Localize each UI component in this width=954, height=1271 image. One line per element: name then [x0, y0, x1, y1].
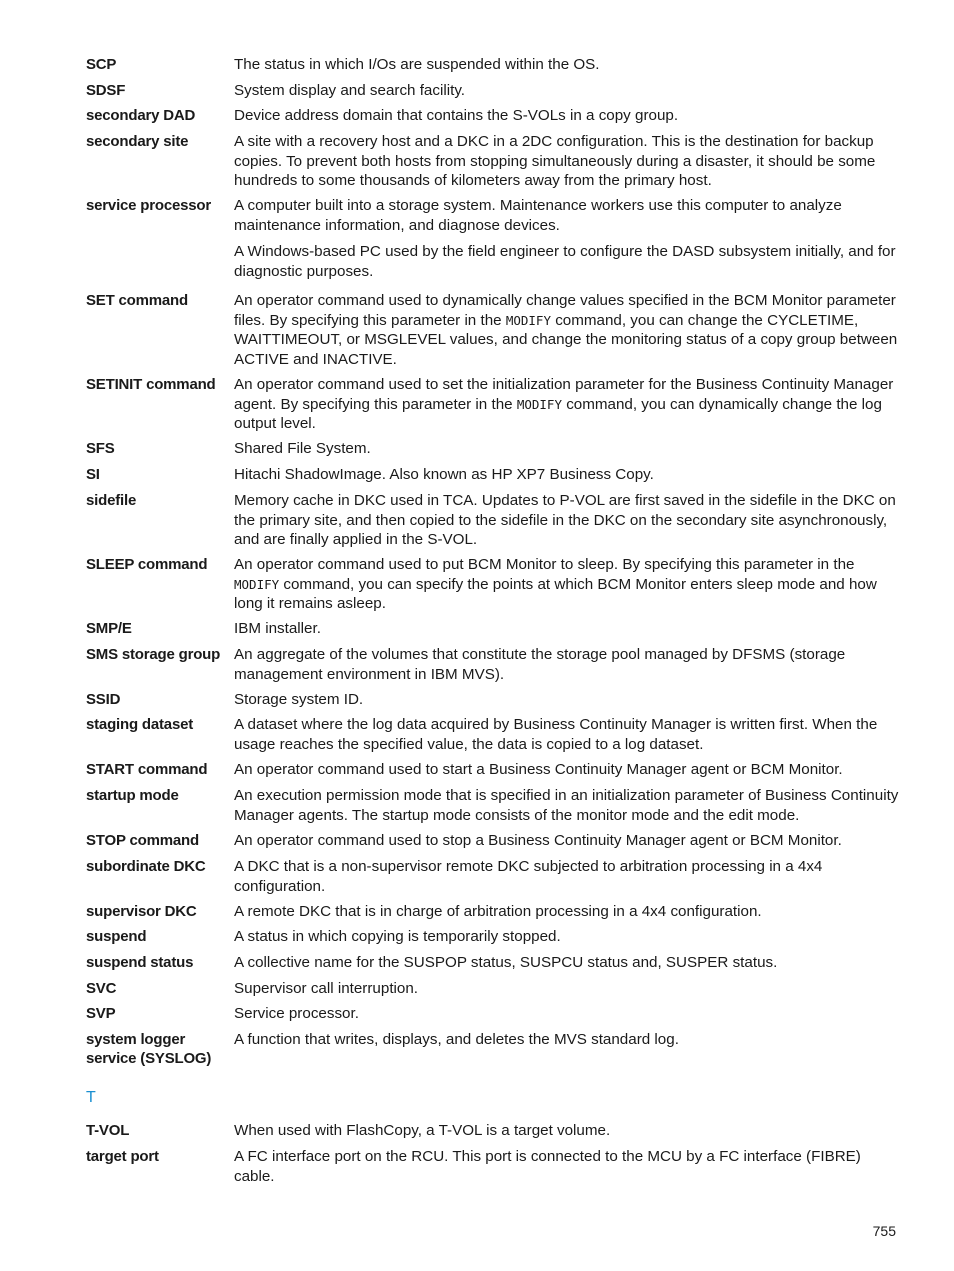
definition-paragraph	[234, 927, 900, 947]
definition-text: Hitachi ShadowImage. Also known as HP XP7 Business Copy.	[234, 466, 654, 483]
glossary-term: sidefile	[86, 492, 137, 509]
glossary-term: target port	[86, 1148, 159, 1165]
definition-paragraph	[234, 857, 900, 896]
glossary-definition	[234, 786, 900, 832]
definition-paragraph	[234, 106, 900, 126]
glossary-definition	[234, 831, 900, 858]
glossary-term: subordinate DKC	[86, 858, 206, 875]
definition-paragraph	[234, 715, 900, 754]
definition-text: An operator command used to stop a Business Continuity Manager agent or BCM Monitor.	[234, 832, 842, 849]
definition-paragraph	[234, 1121, 900, 1141]
glossary-definition	[234, 690, 900, 717]
definition-text: Storage system ID.	[234, 691, 364, 708]
definition-text: System display and search facility.	[234, 82, 466, 99]
definition-text: A remote DKC that is in charge of arbitration processing in a 4x4 configuration.	[234, 903, 762, 920]
glossary-term: SLEEP command	[86, 556, 208, 573]
glossary-term: supervisor DKC	[86, 903, 197, 920]
glossary-definition	[234, 291, 900, 376]
glossary-definition	[234, 1004, 900, 1031]
glossary-term: SVC	[86, 980, 117, 997]
command-code: MODIFY	[505, 312, 551, 328]
definition-paragraph	[234, 1030, 900, 1050]
page-number: 755	[872, 1223, 896, 1239]
glossary-term: service processor	[86, 197, 212, 214]
glossary-definition	[234, 760, 900, 787]
glossary-term: SI	[86, 466, 100, 483]
definition-text: A function that writes, displays, and deletes the MVS standard log.	[234, 1031, 679, 1048]
definition-text: An aggregate of the volumes that constitute the storage pool managed by DFSMS (storage management environment in IBM MVS).	[234, 646, 846, 683]
glossary-term: SDSF	[86, 82, 126, 99]
glossary-definition	[234, 979, 900, 1006]
glossary-definition	[234, 555, 900, 621]
glossary-term: secondary site	[86, 133, 189, 150]
definition-text: IBM installer.	[234, 620, 321, 637]
glossary-definition	[234, 927, 900, 954]
definition-paragraph	[234, 690, 900, 710]
definition-paragraph	[234, 465, 900, 485]
command-code: MODIFY	[234, 576, 280, 592]
glossary-term: SMP/E	[86, 620, 132, 637]
definition-text: When used with FlashCopy, a T-VOL is a target volume.	[234, 1122, 611, 1139]
glossary-term: SET command	[86, 292, 188, 309]
definition-paragraph	[234, 375, 900, 434]
definition-text: command, you can change the CYCLETIME, WAITTIMEOUT, or MSGLEVEL values, and change the monitoring status of a copy group between ACTIVE and INACTIVE.	[234, 311, 898, 368]
glossary-term: SSID	[86, 691, 121, 708]
definition-text: Shared File System.	[234, 440, 371, 457]
glossary-term: suspend status	[86, 954, 194, 971]
definition-paragraph	[234, 132, 900, 191]
glossary-term: SETINIT command	[86, 376, 216, 393]
definition-paragraph	[234, 902, 900, 922]
definition-text: An operator command used to set the initialization parameter for the Business Continuity Manager agent. By specifying this parameter in the	[234, 376, 894, 413]
definition-text: Service processor.	[234, 1005, 359, 1022]
definition-paragraph	[234, 831, 900, 851]
glossary-definition	[234, 1121, 900, 1148]
glossary-term: secondary DAD	[86, 107, 196, 124]
definition-paragraph	[234, 1004, 900, 1024]
glossary-term: system logger service (SYSLOG)	[86, 1031, 212, 1067]
definition-text: The status in which I/Os are suspended within the OS.	[234, 56, 600, 73]
definition-paragraph	[234, 555, 900, 614]
definition-paragraph	[234, 645, 900, 684]
glossary-definition	[234, 1147, 900, 1193]
glossary-definition	[234, 55, 900, 82]
glossary-definition	[234, 619, 900, 646]
definition-text: A collective name for the SUSPOP status, SUSPCU status and, SUSPER status.	[234, 954, 778, 971]
definition-text: A Windows-based PC used by the field engineer to configure the DASD subsystem initially, and for diagnostic purposes.	[234, 243, 896, 280]
glossary-definition	[234, 1030, 900, 1057]
glossary-definition	[234, 953, 900, 980]
definition-text: An operator command used to put BCM Monitor to sleep. By specifying this parameter in the	[234, 556, 855, 573]
glossary-definition	[234, 902, 900, 929]
definition-paragraph	[234, 291, 900, 369]
definition-paragraph	[234, 491, 900, 550]
glossary-definition	[234, 465, 900, 492]
definition-paragraph	[234, 1147, 900, 1186]
glossary-definition	[234, 645, 900, 691]
glossary-term: SFS	[86, 440, 115, 457]
glossary-term: T-VOL	[86, 1122, 130, 1139]
definition-text: Memory cache in DKC used in TCA. Updates to P-VOL are first saved in the sidefile in the DKC on the primary site, and then copied to the sidefile in the DKC on the secondary site asynchronously, and are finally applied in the S-VOL.	[234, 492, 896, 548]
definition-paragraph	[234, 81, 900, 101]
glossary-term: STOP command	[86, 832, 199, 849]
definition-text: A status in which copying is temporarily stopped.	[234, 928, 561, 945]
glossary-definition	[234, 439, 900, 466]
glossary-definition	[234, 857, 900, 903]
glossary-term: suspend	[86, 928, 147, 945]
definition-text: command, you can dynamically change the log output level.	[234, 395, 882, 432]
glossary-definition	[234, 375, 900, 441]
glossary-term: startup mode	[86, 787, 179, 804]
glossary-definition	[234, 132, 900, 198]
definition-text: A FC interface port on the RCU. This port is connected to the MCU by a FC interface (FIBRE) cable.	[234, 1148, 861, 1185]
definition-paragraph	[234, 760, 900, 780]
section-heading-t: T	[86, 1089, 96, 1106]
definition-paragraph	[234, 55, 900, 75]
definition-text: A computer built into a storage system. Maintenance workers use this computer to analyze maintenance information, and diagnose devices.	[234, 197, 842, 234]
definition-paragraph	[234, 242, 900, 281]
glossary-term: SCP	[86, 56, 117, 73]
glossary-definition	[234, 106, 900, 133]
definition-text: An operator command used to dynamically change values specified in the BCM Monitor parameter files. By specifying this parameter in the	[234, 292, 896, 329]
definition-text: A dataset where the log data acquired by Business Continuity Manager is written first. When the usage reaches the specified value, the data is copied to a log dataset.	[234, 716, 878, 753]
definition-paragraph	[234, 786, 900, 825]
definition-text: Supervisor call interruption.	[234, 980, 419, 997]
definition-text: An operator command used to start a Business Continuity Manager agent or BCM Monitor.	[234, 761, 843, 778]
glossary-term: START command	[86, 761, 208, 778]
definition-text: command, you can specify the points at which BCM Monitor enters sleep mode and how long it remains asleep.	[234, 575, 877, 612]
definition-paragraph	[234, 979, 900, 999]
glossary-term: staging dataset	[86, 716, 194, 733]
definition-paragraph	[234, 953, 900, 973]
definition-paragraph	[234, 196, 900, 235]
glossary-definition	[234, 81, 900, 108]
glossary-term: SMS storage group	[86, 646, 221, 663]
glossary-definition	[234, 196, 900, 288]
definition-paragraph	[234, 439, 900, 459]
definition-text: A DKC that is a non-supervisor remote DKC subjected to arbitration processing in a 4x4 configuration.	[234, 858, 823, 895]
definition-text: An execution permission mode that is specified in an initialization parameter of Business Continuity Manager agents. The startup mode consists of the monitor mode and the edit mode.	[234, 787, 899, 824]
definition-paragraph	[234, 619, 900, 639]
glossary-definition	[234, 491, 900, 557]
glossary-definition	[234, 715, 900, 761]
glossary-term: SVP	[86, 1005, 116, 1022]
definition-text: Device address domain that contains the S-VOLs in a copy group.	[234, 107, 679, 124]
definition-text: A site with a recovery host and a DKC in a 2DC configuration. This is the destination for backup copies. To prevent both hosts from stopping simultaneously during a disaster, it should be some hundreds to some thousands of kilometers away from the primary host.	[234, 133, 876, 189]
command-code: MODIFY	[516, 396, 562, 412]
